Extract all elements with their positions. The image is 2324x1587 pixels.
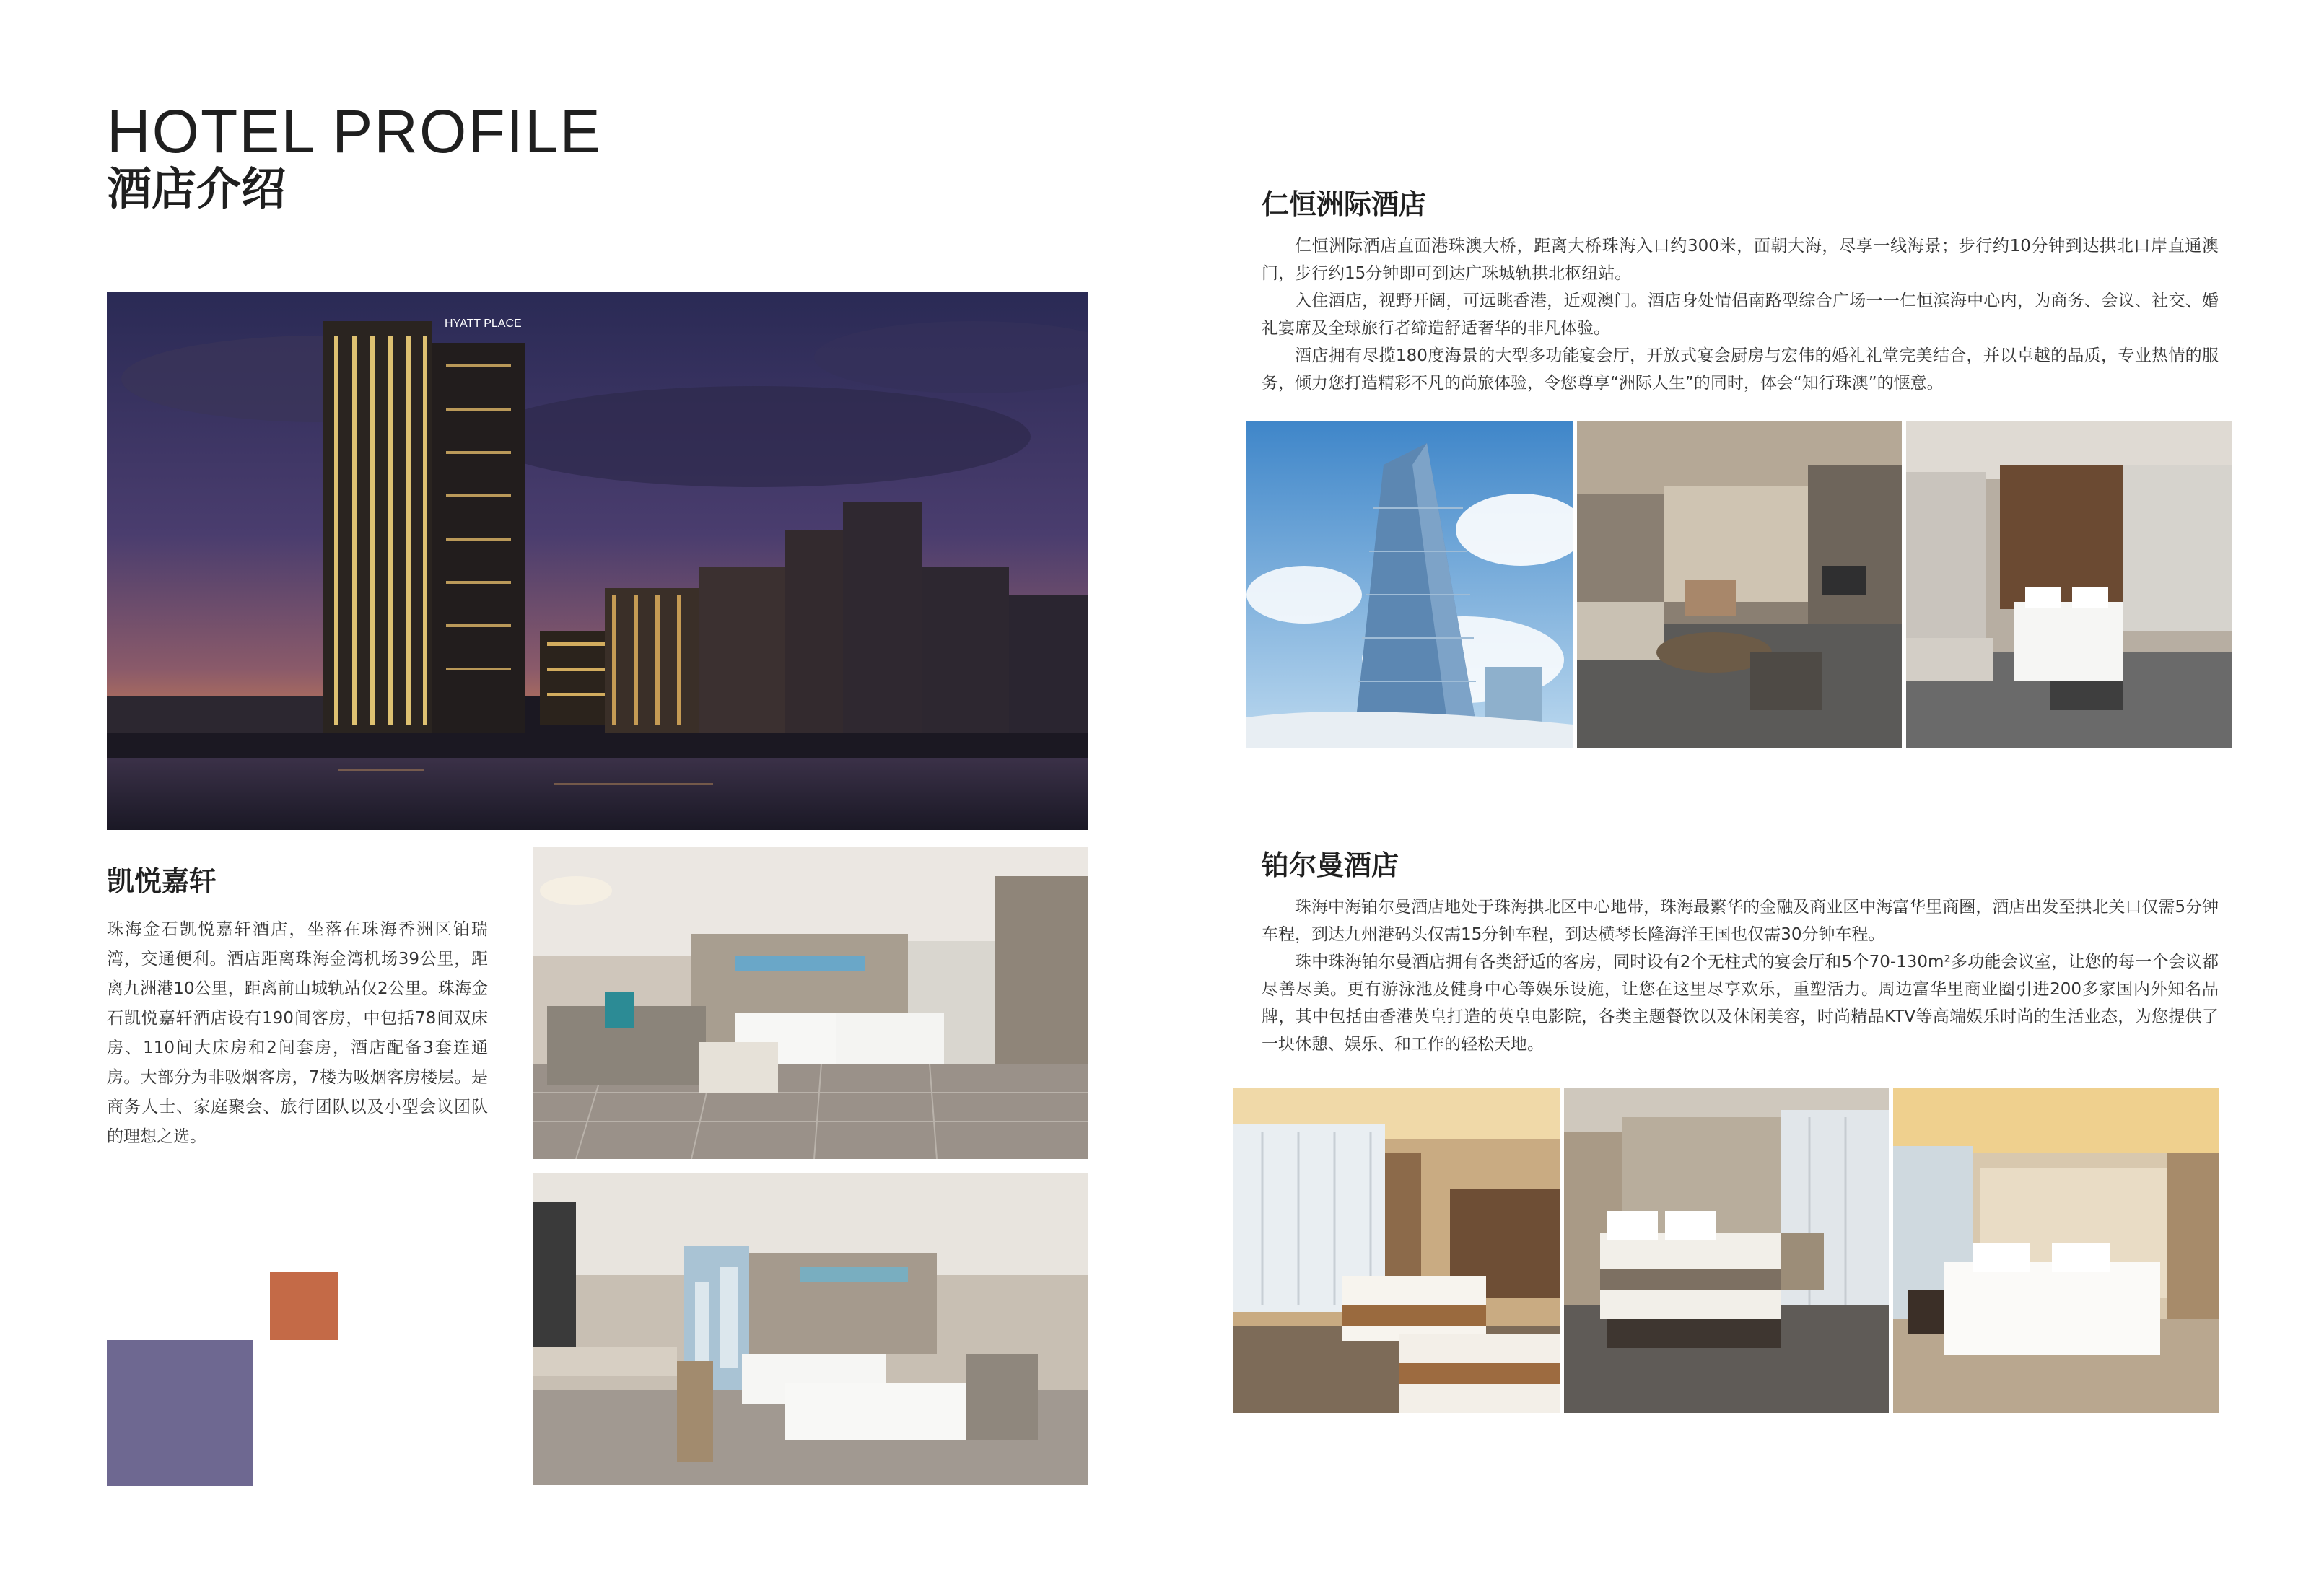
pullman-description (1262, 893, 2219, 1058)
pullman-room-photo-2 (1564, 1088, 1889, 1413)
intercontinental-lounge-photo (1577, 421, 1902, 748)
decorative-orange-square (270, 1272, 338, 1340)
intercontinental-paragraph-1: 仁恒洲际酒店直面港珠澳大桥，距离大桥珠海入口约300米，面朝大海，尽享一线海景；步行约10分钟到达拱北口岸直通澳门，步行约15分钟即可到达广珠城轨拱北枢纽站。 (1262, 237, 2219, 283)
pullman-heading: 铂尔曼酒店 (1262, 849, 1399, 881)
intercontinental-paragraph-3: 酒店拥有尽揽180度海景的大型多功能宴会厅，开放式宴会厨房与宏伟的婚礼礼堂完美结合，并以卓越的品质，专业热情的服务，倾力您打造精彩不凡的尚旅体验，令您尊享“洲际人生”的同时，体会“知行珠澳”的惬意。 (1262, 346, 2219, 393)
page-title-cn: 酒店介绍 (107, 162, 287, 215)
intercontinental-heading: 仁恒洲际酒店 (1262, 188, 1427, 220)
pullman-room-photo-1 (1233, 1088, 1560, 1413)
hyatt-room-photo-1 (533, 847, 1088, 1159)
hyatt-exterior-photo (107, 292, 1088, 830)
pullman-room-photo-3 (1893, 1088, 2219, 1413)
intercontinental-description (1262, 232, 2219, 397)
hyatt-heading: 凯悦嘉轩 (107, 865, 217, 897)
intercontinental-paragraph-2: 入住酒店，视野开阔，可远眺香港，近观澳门。酒店身处情侣南路型综合广场一一仁恒滨海中心内，为商务、会议、社交、婚礼宴席及全球旅行者缔造舒适奢华的非凡体验。 (1262, 292, 2219, 338)
hyatt-description: 珠海金石凯悦嘉轩酒店，坐落在珠海香洲区铂瑞湾，交通便利。酒店距离珠海金湾机场39公里，距离九洲港10公里，距离前山城轨站仅2公里。珠海金石凯悦嘉轩酒店设有190间客房，中包括78间双床房、110间大床房和2间套房，酒店配备3套连通房。大部分为非吸烟客房，7楼为吸烟客房楼层。是商务人士、家庭聚会、旅行团队以及小型会议团队的理想之选。 (107, 920, 488, 1146)
hotel-sign-text: HYATT PLACE (445, 318, 522, 330)
pullman-paragraph-2: 珠中珠海铂尔曼酒店拥有各类舒适的客房，同时设有2个无柱式的宴会厅和5个70-130m²多功能会议室，让您的每一个会议都尽善尽美。更有游泳池及健身中心等娱乐设施，让您在这里尽享欢乐，重塑活力。周边富华里商业圈引进200多家国内外知名品牌，其中包括由香港英皇打造的英皇电影院，各类主题餐饮以及休闲美容，时尚精品KTV等高端娱乐时尚的生活业态，为您提供了一块休憩、娱乐、和工作的轻松天地。 (1262, 953, 2219, 1054)
decorative-purple-square (107, 1340, 253, 1486)
pullman-paragraph-1: 珠海中海铂尔曼酒店地处于珠海拱北区中心地带，珠海最繁华的金融及商业区中海富华里商圈，酒店出发至拱北关口仅需5分钟车程，到达九州港码头仅需15分钟车程，到达横琴长隆海洋王国也仅需30分钟车程。 (1262, 898, 2219, 944)
page-title-en: HOTEL PROFILE (107, 97, 602, 165)
hyatt-room-photo-2 (533, 1173, 1088, 1485)
intercontinental-room-photo (1906, 421, 2232, 748)
intercontinental-exterior-photo (1246, 421, 1573, 748)
